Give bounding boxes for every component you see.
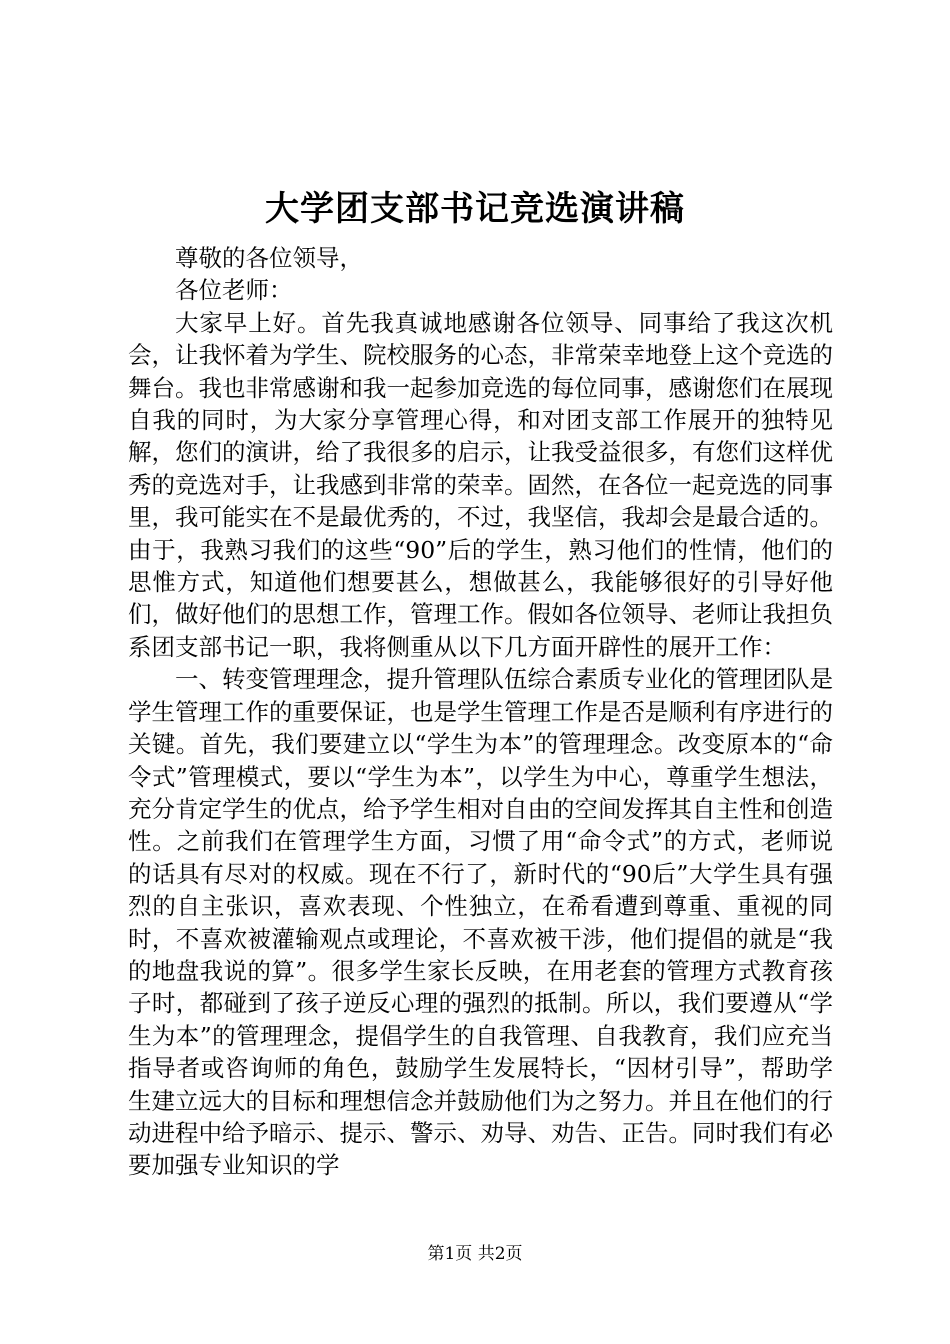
greeting-line-2: 各位老师： bbox=[175, 276, 293, 305]
page-footer: 第1页 共2页 bbox=[427, 1244, 523, 1264]
paragraph-intro: 大家早上好。首先我真诚地感谢各位领导、同事给了我这次机会，让我怀着为学生、院校服务的心态，非常荣幸地登上这个竞选的舞台。我也非常感谢和我一起参加竞选的每位同事，感谢您们在展现自我的同时，为大家分享管理心得，和对团支部工作展开的独特见解，您们的演讲，给了我很多的启示，让我受益很多，有您们这样优秀的竞选对手，让我感到非常的荣幸。固然，在各位一起竞选的同事里，我可能实在不是最优秀的，不过，我坚信，我却会是最合适的。由于，我熟习我们的这些“90”后的学生，熟习他们的性情，他们的思惟方式，知道他们想要甚么，想做甚么，我能够很好的引导好他们，做好他们的思想工作，管理工作。假如各位领导、老师让我担负系团支部书记一职，我将侧重从以下几方面开辟性的展开工作： bbox=[128, 308, 833, 661]
document-body bbox=[128, 242, 833, 1182]
paragraph-management-concept: 一、转变管理理念，提升管理队伍综合素质专业化的管理团队是学生管理工作的重要保证，也是学生管理工作是否是顺利有序进行的关键。首先，我们要建立以“学生为本”的管理理念。改变原本的“命令式”管理模式，要以“学生为本”，以学生为中心，尊重学生想法，充分肯定学生的优点，给予学生相对自由的空间发挥其自主性和创造性。之前我们在管理学生方面，习惯了用“命令式”的方式，老师说的话具有尽对的权威。现在不行了，新时代的“90后”大学生具有强烈的自主张识，喜欢表现、个性独立，在希看遭到尊重、重视的同时，不喜欢被灌输观点或理论，不喜欢被干涉，他们提倡的就是“我的地盘我说的算”。很多学生家长反映，在用老套的管理方式教育孩子时，都碰到了孩子逆反心理的强烈的抵制。所以，我们要遵从“学生为本”的管理理念，提倡学生的自我管理、自我教育，我们应充当指导者或咨询师的角色，鼓励学生发展特长，“因材引导”，帮助学生建立远大的目标和理想信念并鼓励他们为之努力。并且在他们的行动进程中给予暗示、提示、警示、劝导、劝告、正告。同时我们有必要加强专业知识的学 bbox=[128, 665, 833, 1180]
document-title: 大学团支部书记竞选演讲稿 bbox=[265, 189, 685, 229]
greeting-line-1: 尊敬的各位领导， bbox=[175, 244, 363, 272]
